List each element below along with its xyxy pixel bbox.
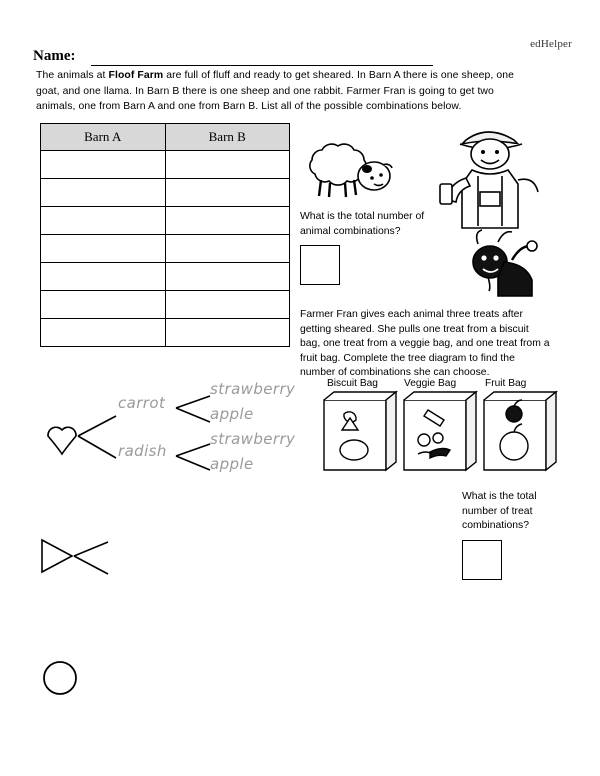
brand-logo: edHelper — [530, 38, 572, 50]
cell-barn-b[interactable] — [165, 151, 290, 179]
cell-barn-b[interactable] — [165, 319, 290, 347]
cell-barn-a[interactable] — [41, 151, 166, 179]
intro-paragraph — [36, 68, 531, 115]
table-row — [41, 151, 290, 179]
bag-label-veggie: Veggie Bag — [404, 378, 457, 389]
question-1-text: What is the total number of animal combinations? — [300, 211, 425, 237]
cell-barn-a[interactable] — [41, 319, 166, 347]
intro-part-2: are full of fluff and ready to get sheared. In Barn A there is one sheep, one goat, and one llama. In Barn B there is one sheep and one rabbit. Farmer Fran is going to get two animals, one from Barn A and one from Barn B. List all of the possible combinations below. — [36, 70, 514, 112]
cell-barn-b[interactable] — [165, 179, 290, 207]
intro-part-1: The animals at — [36, 70, 109, 81]
cell-barn-a[interactable] — [41, 291, 166, 319]
cell-barn-b[interactable] — [165, 291, 290, 319]
sheep-illustration — [288, 138, 408, 208]
cell-barn-b[interactable] — [165, 235, 290, 263]
cell-barn-a[interactable] — [41, 263, 166, 291]
tree-diagram — [30, 378, 310, 493]
name-input-line[interactable] — [91, 64, 433, 66]
goat-illustration — [450, 228, 550, 303]
table-row — [41, 235, 290, 263]
table-row — [41, 291, 290, 319]
blank-tree-diagram — [30, 528, 130, 598]
cell-barn-a[interactable] — [41, 207, 166, 235]
farm-name: Floof Farm — [108, 70, 164, 81]
combinations-table — [40, 123, 290, 347]
table-row — [41, 263, 290, 291]
name-field-row — [33, 46, 433, 68]
bag-label-biscuit: Biscuit Bag — [327, 378, 378, 389]
treat-bags-illustration — [318, 388, 568, 483]
tree-label-apple-2: apple — [210, 455, 254, 473]
tree-label-strawberry-2: strawberry — [210, 430, 296, 448]
question-1-block — [300, 210, 450, 285]
tree-label-carrot: carrot — [118, 394, 166, 412]
question-2-answer-box[interactable] — [462, 540, 502, 580]
bag-label-fruit: Fruit Bag — [485, 378, 527, 389]
cell-barn-a[interactable] — [41, 235, 166, 263]
tree-label-radish: radish — [118, 442, 167, 460]
tree-label-strawberry-1: strawberry — [210, 380, 296, 398]
blank-circle-shape — [40, 658, 84, 702]
column-header-barn-b: Barn B — [165, 124, 290, 151]
name-label: Name: — [33, 48, 76, 64]
cell-barn-b[interactable] — [165, 263, 290, 291]
table-row — [41, 319, 290, 347]
column-header-barn-a: Barn A — [41, 124, 166, 151]
paragraph-2: Farmer Fran gives each animal three treats after getting sheared. She pulls one treat from a biscuit bag, one treat from a veggie bag, and one treat from a fruit bag. Complete the tree diagram to find the number of combinations she can choose. — [300, 309, 550, 378]
farmer-illustration — [432, 118, 552, 233]
question-1-answer-box[interactable] — [300, 245, 340, 285]
table-row — [41, 207, 290, 235]
question-2-text: What is the total number of treat combinations? — [462, 491, 537, 531]
tree-label-apple-1: apple — [210, 405, 254, 423]
cell-barn-b[interactable] — [165, 207, 290, 235]
cell-barn-a[interactable] — [41, 179, 166, 207]
table-header-row — [41, 124, 290, 151]
question-2-block — [462, 490, 572, 580]
table-row — [41, 179, 290, 207]
